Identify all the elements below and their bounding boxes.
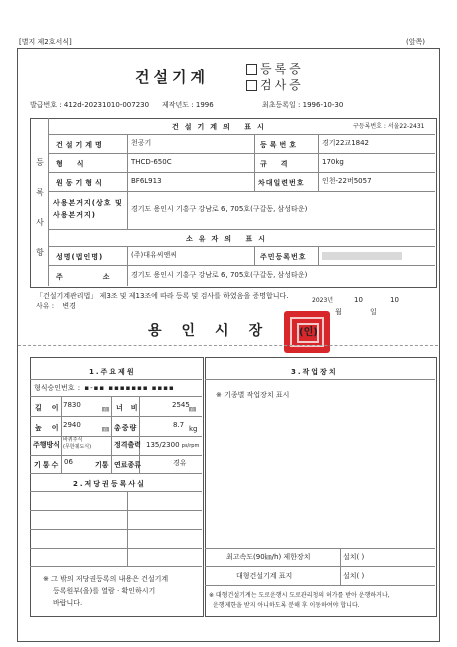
issue-month-suffix: 월 <box>335 308 342 316</box>
registration-items-side-label <box>34 148 46 268</box>
registration-number-label: 등록번호 <box>260 141 300 149</box>
model-approval-label: 형식승인번호 <box>34 384 75 392</box>
side-char-1: 등 <box>36 158 44 167</box>
footnote-2: 운행제한을 받지 아니하도록 분해 후 이동하여야 합니다. <box>213 602 360 609</box>
engine-type-value: BF6L913 <box>131 177 162 185</box>
width-unit: ㎜ <box>189 405 196 413</box>
manufacture-year-label: 제작년도 : <box>162 101 196 109</box>
inspection-check-label: 검사증 <box>260 78 304 92</box>
rated-output-number: 135/2300 <box>146 441 180 449</box>
machine-name-label: 건설기계명 <box>56 141 105 149</box>
issue-year-value: 2023 <box>312 297 328 304</box>
length-value: 7830 <box>63 401 81 409</box>
owner-name-label: 성명(법인명) <box>56 253 104 261</box>
owner-address-value: 경기도 용인시 기흥구 강남로 6, 705호(구갈동, 삼성타운) <box>131 271 308 279</box>
base-location-label-2: 사용본거지) <box>53 211 97 219</box>
width-value: 2545 <box>172 401 190 409</box>
mortgage-note-2: 등록원부(을)를 열람 · 확인하시기 <box>53 587 156 595</box>
issue-number-label: 발급번호 : <box>30 101 64 109</box>
base-location-value: 경기도 용인시 기흥구 강남로 6, 705호(구갈동, 삼성타운) <box>131 205 308 213</box>
rated-output-label: 정격출력 <box>114 441 142 449</box>
owner-name-value: (주)대유씨앤씨 <box>131 251 178 259</box>
large-machine-sign-label: 대형건설기계 표지 <box>236 572 293 580</box>
model-label: 형식 <box>56 160 98 168</box>
issue-number-value: 412d-20231010-007230 <box>63 101 150 109</box>
height-label: 높이 <box>35 424 69 432</box>
large-machine-sign-value: 설치( ) <box>343 572 365 580</box>
work-device-section-title: 3.작업장치 <box>291 368 338 376</box>
rated-output-value <box>146 441 199 451</box>
base-location-label-1: 사용본거지(상호 및 <box>53 199 123 207</box>
height-value: 2940 <box>63 421 81 429</box>
drive-type-label: 주행방식 <box>33 441 61 449</box>
issue-day-suffix: 일 <box>370 308 377 316</box>
drive-type-value-1: 바퀴주식 <box>63 437 83 443</box>
machine-section-title: 건설기계의 표시 <box>172 123 270 131</box>
mortgage-section-title: 2.저당권등록사실 <box>73 480 146 488</box>
inspection-check <box>246 76 304 93</box>
side-char-4: 항 <box>36 248 44 257</box>
owner-address-label: 주소 <box>56 273 150 281</box>
spec-value: 170kg <box>322 158 344 166</box>
cylinder-count-label: 기통수 <box>34 461 61 469</box>
first-registration-label: 최초등록일 : <box>262 101 303 109</box>
chassis-number-value: 인천-22버5057 <box>322 177 372 185</box>
issue-date-suffixes <box>335 308 377 317</box>
chassis-number-label: 차대일련번호 <box>258 179 305 187</box>
model-value: THCD-650C <box>131 158 172 166</box>
change-reason <box>36 302 76 311</box>
registration-checkbox <box>246 64 257 75</box>
manufacture-year <box>162 101 214 110</box>
registration-check-label: 등록증 <box>260 62 304 76</box>
issue-year-suffix: 년 <box>327 297 334 304</box>
issuing-authority: 용인시장 <box>148 323 283 339</box>
spec-label: 규격 <box>260 160 302 168</box>
document-title: 건설기계 <box>135 68 209 86</box>
issue-month-value: 10 <box>354 296 363 304</box>
height-unit: ㎜ <box>102 425 109 433</box>
certification-text: 「건설기계관리법」 제3조 및 제13조에 따라 등록 및 검사를 하였음을 증명합니다. <box>36 292 289 300</box>
engine-type-label: 원동기형식 <box>56 179 105 187</box>
total-weight-unit: kg <box>189 425 198 433</box>
work-device-note: ※ 기종별 작업장치 표시 <box>216 391 290 399</box>
registration-check <box>246 60 304 77</box>
cylinder-count-value: 06 <box>64 458 73 466</box>
speed-limiter-label: 최고속도(90㎞/h) 제한장치 <box>226 553 311 561</box>
manufacture-year-value: 1996 <box>195 101 214 109</box>
resident-number-redacted <box>322 252 402 260</box>
length-label: 길이 <box>35 404 69 412</box>
resident-number-label: 주민등록번호 <box>260 253 307 261</box>
mortgage-note-3: 바랍니다. <box>53 599 83 607</box>
first-registration-value: 1996-10-30 <box>302 101 344 109</box>
machine-name-value: 천공기 <box>131 139 152 147</box>
side-char-3: 사 <box>36 218 44 227</box>
seal-mark: (인) <box>299 327 318 338</box>
fuel-type-label: 연료종류 <box>114 461 142 469</box>
separator-line <box>18 345 438 346</box>
page-side-label: (앞쪽) <box>406 38 425 46</box>
issue-number <box>30 101 149 110</box>
length-unit: ㎜ <box>102 405 109 413</box>
issue-day-value: 10 <box>390 296 399 304</box>
speed-limiter-value: 설치( ) <box>343 553 365 561</box>
first-registration-date <box>262 101 343 110</box>
form-number: [별지 제2호서식] <box>19 38 72 46</box>
mortgage-note-1: ※ 그 밖의 저당권등록의 내용은 건설기계 <box>43 575 169 583</box>
side-char-2: 록 <box>36 188 44 197</box>
specs-section-title: 1.주요제원 <box>89 368 136 376</box>
owner-section-title: 소유자의 표시 <box>186 235 272 243</box>
fuel-type-value: 경유 <box>173 459 187 467</box>
total-weight-label: 총중량 <box>114 424 138 432</box>
change-reason-value: 변경 <box>62 302 76 310</box>
change-reason-label: 사유 : <box>36 302 55 310</box>
model-approval: 형식승인번호 : ▪-▪▪ ▪▪▪▪▪▪▪ ▪▪▪▪ <box>34 384 175 392</box>
total-weight-value: 8.7 <box>173 421 185 429</box>
old-registration-number: 구등록번호 : 서울22-2431 <box>353 123 425 130</box>
cylinder-count-suffix: 기통 <box>95 461 109 469</box>
issue-year <box>312 296 333 305</box>
rated-output-unit: ps/rpm <box>181 443 200 449</box>
drive-type-value-2: (무한궤도식) <box>63 444 92 450</box>
inspection-checkbox <box>246 80 257 91</box>
width-label: 너비 <box>116 404 146 412</box>
footnote-1: ※ 대형건설기계는 도로운행시 도로관리청의 허가를 받아 운행하거나, <box>209 592 390 599</box>
registration-number-value: 경기22교1842 <box>322 139 370 147</box>
